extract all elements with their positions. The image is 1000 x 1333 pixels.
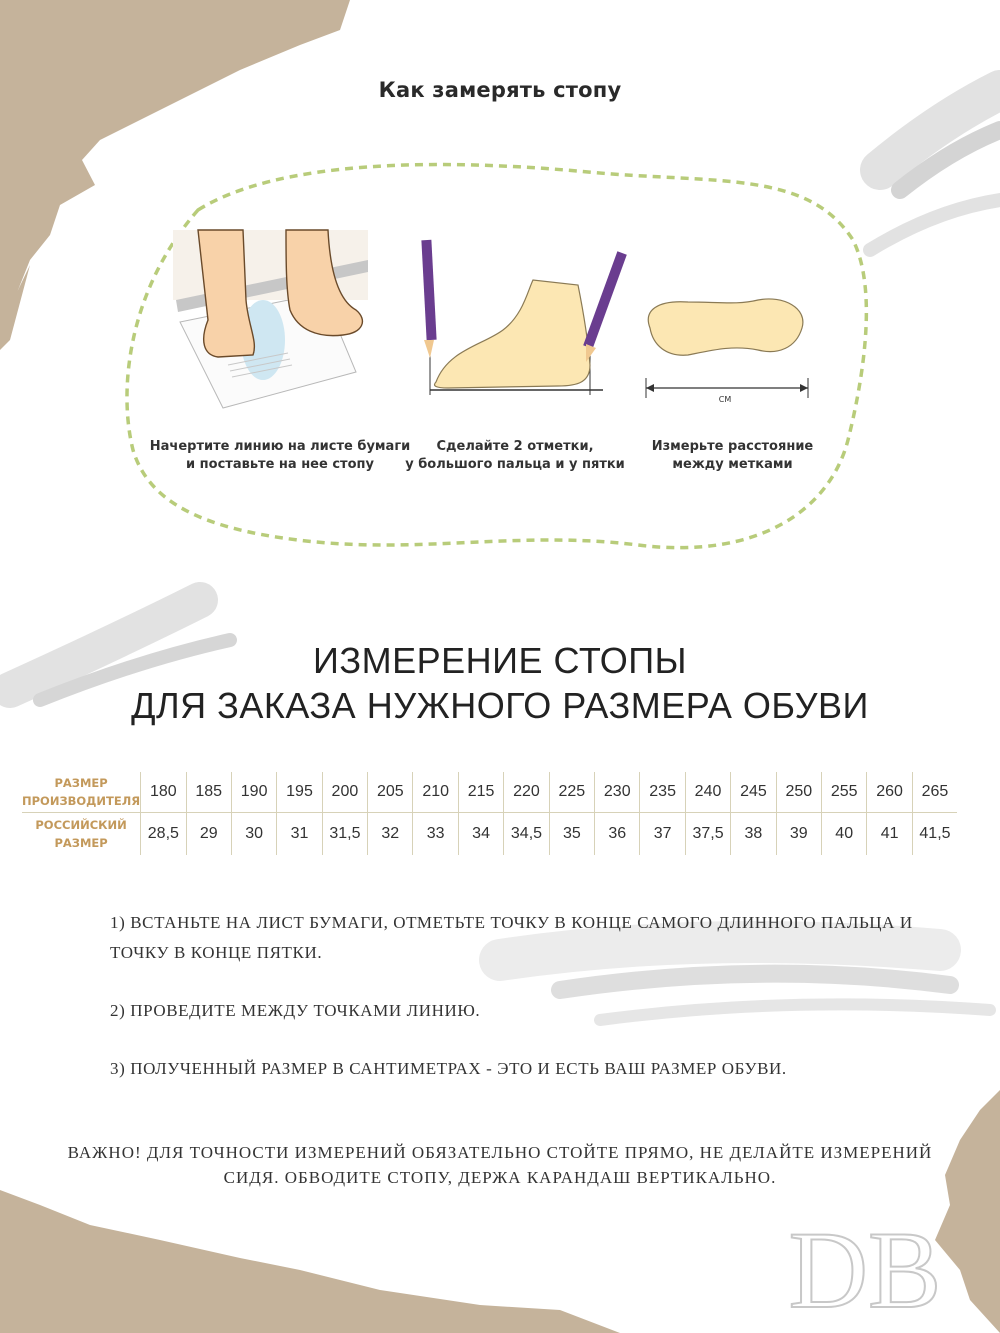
manufacturer-size-cell: 215	[458, 772, 503, 813]
row-header-russian: РОССИЙСКИЙ РАЗМЕР	[22, 813, 141, 856]
manufacturer-size-cell: 245	[731, 772, 776, 813]
russian-size-cell: 39	[776, 813, 821, 856]
manufacturer-size-cell: 190	[231, 772, 276, 813]
manufacturer-size-cell: 195	[277, 772, 322, 813]
russian-size-cell: 41	[867, 813, 912, 856]
russian-size-cell: 32	[368, 813, 413, 856]
russian-size-cell: 34	[458, 813, 503, 856]
main-heading-line-1: ИЗМЕРЕНИЕ СТОПЫ	[313, 640, 687, 681]
russian-size-cell: 31,5	[322, 813, 367, 856]
manufacturer-size-cell: 220	[504, 772, 549, 813]
manufacturer-size-cell: 235	[640, 772, 685, 813]
table-row-russian	[22, 813, 957, 856]
manufacturer-size-cell: 265	[912, 772, 957, 813]
russian-size-cell: 31	[277, 813, 322, 856]
page-top-title: Как замерять стопу	[378, 78, 622, 102]
manufacturer-size-cell: 205	[368, 772, 413, 813]
kraft-paper-bottom-left	[0, 1190, 620, 1333]
step-3-caption: Измерьте расстояние между метками	[651, 439, 814, 472]
main-heading-line-2: ДЛЯ ЗАКАЗА НУЖНОГО РАЗМЕРА ОБУВИ	[131, 685, 869, 726]
manufacturer-size-cell: 185	[186, 772, 231, 813]
warning-text: ВАЖНО! ДЛЯ ТОЧНОСТИ ИЗМЕРЕНИЙ ОБЯЗАТЕЛЬНО СТОЙТЕ ПРЯМО, НЕ ДЕЛАЙТЕ ИЗМЕРЕНИЙ СИДЯ. ОБВОДИТЕ СТОПУ, ДЕРЖА КАРАНДАШ ВЕРТИКАЛЬНО.	[67, 1143, 933, 1187]
instruction-2: 2) ПРОВЕДИТЕ МЕЖДУ ТОЧКАМИ ЛИНИЮ.	[110, 1001, 481, 1020]
russian-size-cell: 29	[186, 813, 231, 856]
instruction-1: 1) ВСТАНЬТЕ НА ЛИСТ БУМАГИ, ОТМЕТЬТЕ ТОЧКУ В КОНЦЕ САМОГО ДЛИННОГО ПАЛЬЦА И ТОЧКУ В КОНЦЕ ПЯТКИ.	[110, 913, 913, 962]
manufacturer-size-cell: 225	[549, 772, 594, 813]
manufacturer-size-cell: 260	[867, 772, 912, 813]
manufacturer-size-cell: 210	[413, 772, 458, 813]
russian-size-cell: 28,5	[141, 813, 186, 856]
measurement-steps-illustration	[118, 150, 878, 560]
manufacturer-size-cell: 200	[322, 772, 367, 813]
step-1-caption: Начертите линию на листе бумаги и поставьте на нее стопу	[149, 439, 411, 472]
manufacturer-size-cell: 180	[141, 772, 186, 813]
step-3-footprint-measurement-image	[646, 299, 808, 404]
manufacturer-size-cell: 250	[776, 772, 821, 813]
russian-size-cell: 33	[413, 813, 458, 856]
step-2-foot-with-pencils-image	[421, 240, 626, 395]
russian-size-cell: 41,5	[919, 825, 951, 842]
instruction-3: 3) ПОЛУЧЕННЫЙ РАЗМЕР В САНТИМЕТРАХ - ЭТО И ЕСТЬ ВАШ РАЗМЕР ОБУВИ.	[110, 1059, 787, 1078]
russian-size-cell: 37	[640, 813, 685, 856]
row-header-manufacturer: РАЗМЕР ПРОИЗВОДИТЕЛЯ	[22, 772, 141, 813]
russian-size-cell: 40	[822, 813, 867, 856]
russian-size-cell: 30	[231, 813, 276, 856]
brand-logo	[785, 1215, 945, 1315]
step-2-caption: Сделайте 2 отметки, у большого пальца и у пятки	[405, 439, 625, 472]
russian-size-cell: 36	[595, 813, 640, 856]
russian-size-cell: 37,5	[685, 813, 730, 856]
russian-size-cell: 34,5	[504, 813, 549, 856]
step-1-feet-on-paper-image	[173, 230, 368, 408]
manufacturer-size-cell: 240	[685, 772, 730, 813]
russian-size-cell: 38	[731, 813, 776, 856]
manufacturer-size-cell: 255	[822, 772, 867, 813]
table-row-manufacturer	[22, 772, 957, 813]
size-conversion-table	[22, 772, 957, 855]
cm-unit-label: СМ	[718, 395, 732, 404]
logo-letters: DB	[788, 1215, 942, 1315]
manufacturer-size-cell: 230	[595, 772, 640, 813]
russian-size-cell: 35	[549, 813, 594, 856]
